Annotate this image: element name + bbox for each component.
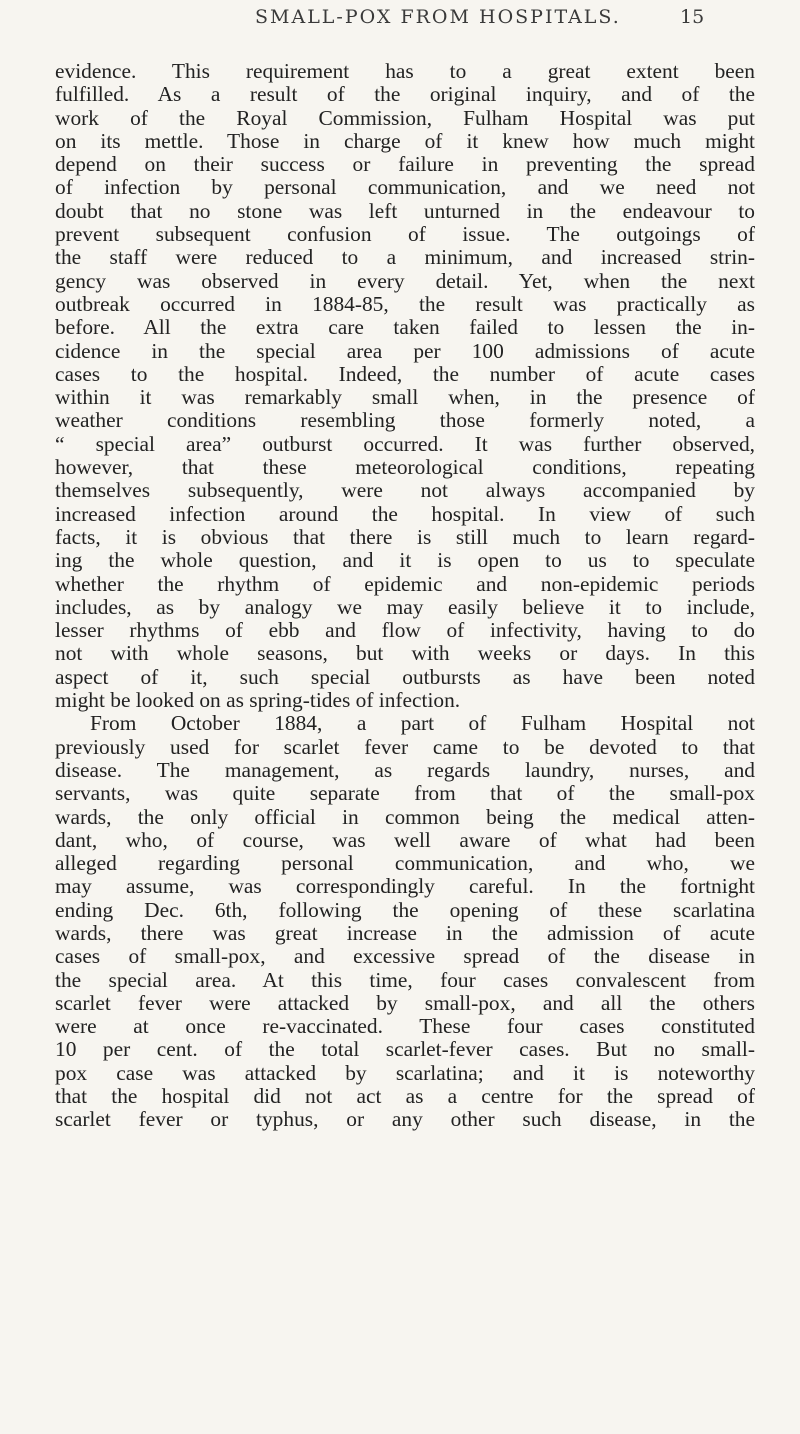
text-line: lesser rhythms of ebb and flow of infectivity, having to do: [55, 618, 755, 643]
text-line: increased infection around the hospital. In view of such: [55, 501, 755, 526]
text-line: themselves subsequently, were not always accompanied by: [55, 478, 755, 503]
text-line: ing the whole question, and it is open to us to speculate: [55, 548, 755, 573]
text-line: servants, was quite separate from that of the small-pox: [55, 781, 755, 806]
text-line: may assume, was correspondingly careful. In the fortnight: [55, 874, 755, 899]
text-line: doubt that no stone was left unturned in the endeavour to: [55, 198, 755, 223]
text-line: wards, there was great increase in the admission of acute: [55, 920, 755, 945]
text-line: disease. The management, as regards laundry, nurses, and: [55, 757, 755, 782]
paragraph-2: [55, 712, 755, 1131]
text-line: however, that these meteorological conditions, repeating: [55, 455, 755, 480]
text-line: that the hospital did not act as a centre for the spread of: [55, 1084, 755, 1109]
text-line: the staff were reduced to a minimum, and increased strin-: [55, 245, 755, 270]
text-line: facts, it is obvious that there is still much to learn regard-: [55, 524, 755, 549]
text-line: cases of small-pox, and excessive spread of the disease in: [55, 944, 755, 969]
running-head: [0, 6, 800, 36]
text-line: cidence in the special area per 100 admissions of acute: [55, 338, 755, 363]
text-line: on its mettle. Those in charge of it knew how much might: [55, 128, 755, 153]
text-line: includes, as by analogy we may easily believe it to include,: [55, 594, 755, 619]
text-line: cases to the hospital. Indeed, the number of acute cases: [55, 361, 755, 386]
text-line: the special area. At this time, four cases convalescent from: [55, 967, 755, 992]
text-line: outbreak occurred in 1884-85, the result was practically as: [55, 291, 755, 316]
text-line: work of the Royal Commission, Fulham Hospital was put: [55, 105, 755, 130]
text-line: evidence. This requirement has to a great extent been: [55, 59, 755, 83]
text-line: From October 1884, a part of Fulham Hospital not: [90, 711, 755, 736]
text-line: 10 per cent. of the total scarlet-fever cases. But no small-: [55, 1037, 755, 1062]
paragraph-1: [55, 60, 755, 712]
text-line: might be looked on as spring-tides of infection.: [55, 688, 461, 713]
page-number: 15: [680, 6, 705, 28]
text-line: previously used for scarlet fever came to be devoted to that: [55, 734, 755, 759]
text-line: gency was observed in every detail. Yet, when the next: [55, 268, 755, 293]
text-line: weather conditions resembling those formerly noted, a: [55, 408, 755, 433]
body-text: [55, 60, 755, 1132]
text-line: wards, the only official in common being the medical atten-: [55, 804, 755, 829]
text-line: scarlet fever were attacked by small-pox, and all the others: [55, 990, 755, 1015]
text-line: ending Dec. 6th, following the opening of these scarlatina: [55, 897, 755, 922]
running-title: SMALL-POX FROM HOSPITALS.: [255, 6, 621, 28]
text-line: not with whole seasons, but with weeks or days. In this: [55, 641, 755, 666]
text-line: depend on their success or failure in preventing the spread: [55, 152, 755, 177]
text-line: scarlet fever or typhus, or any other such disease, in the: [55, 1107, 755, 1132]
text-line: alleged regarding personal communication, and who, we: [55, 851, 755, 876]
text-line: of infection by personal communication, and we need not: [55, 175, 755, 200]
text-line: within it was remarkably small when, in the presence of: [55, 385, 755, 410]
text-line: prevent subsequent confusion of issue. The outgoings of: [55, 222, 755, 247]
text-line: were at once re-vaccinated. These four cases constituted: [55, 1014, 755, 1039]
text-line: fulfilled. As a result of the original inquiry, and of the: [55, 82, 755, 107]
text-line: before. All the extra care taken failed to lessen the in-: [55, 315, 755, 340]
text-line: pox case was attacked by scarlatina; and it is noteworthy: [55, 1060, 755, 1085]
text-line: dant, who, of course, was well aware of what had been: [55, 827, 755, 852]
text-line: whether the rhythm of epidemic and non-epidemic periods: [55, 571, 755, 596]
text-line: aspect of it, such special outbursts as have been noted: [55, 664, 755, 689]
text-line: “ special area” outburst occurred. It was further observed,: [55, 431, 755, 456]
